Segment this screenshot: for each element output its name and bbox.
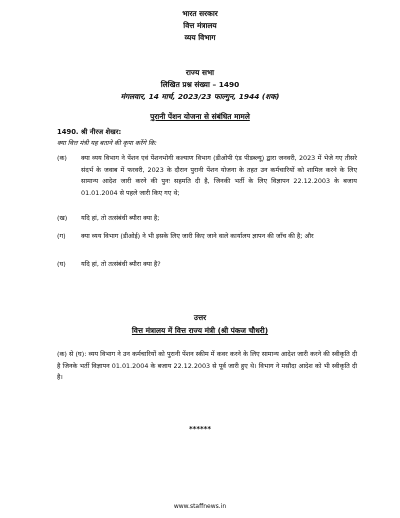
department-title: व्यय विभाग	[184, 33, 216, 42]
question-text: क्या व्यय विभाग (डीओई) ने भी इसके लिए जारी किए जाने वाले कार्यालय ज्ञापन की जाँच की है; और	[81, 232, 314, 240]
house-name: राज्य सभा	[185, 68, 215, 77]
answer-heading: उत्तर	[193, 313, 207, 322]
question-intro: क्या वित्त मंत्री यह बताने की कृपा करेंगे कि:	[57, 139, 157, 147]
question-asker: 1490. श्री नीरज शेखर:	[57, 128, 122, 136]
question-number: लिखित प्रश्न संख्या – 1490	[160, 80, 240, 89]
footer-url: www.staffnews.in	[173, 503, 227, 510]
govt-title: भारत सरकार	[182, 9, 218, 18]
question-date: मंगलवार, 14 मार्च, 2023/23 फाल्गुन, 1944 (शक)	[120, 92, 280, 101]
question-text: यदि हां, तो तत्संबंधी ब्यौरा क्या है;	[81, 214, 160, 222]
answer-text: (क) से (घ): व्यय विभाग ने उन कर्मचारियों को पुरानी पेंशन स्कीम में कवर करने के लिए सामान्य आदेश जारी करने की स्वीकृति दी है जिनके भर्ती विज्ञापन 01.01.2004 के बजाय 22.12.2003 से पूर्व जारी हुए थे। विभाग ने मसौदा आदेश को भी स्वीकृति दी है।	[57, 350, 357, 382]
question-label: (घ)	[57, 260, 66, 268]
question-label: (ख)	[57, 214, 68, 222]
question-text: क्या व्यय विभाग ने पेंशन एवं पेंशनभोगी कल्याण विभाग (डीओपी एंड पीडब्ल्यू) द्वारा जनवरी, 2023 में भेजे गए तीसरे संदर्भ के जवाब में फरवरी, 2023 के दौरान पुरानी पेंशन योजना के तहत उन कर्मचारियों को शामिल करने के लिए सामान्य आदेश जारी करने की पुनः सहमति दी है, जिनकी भर्ती के लिए विज्ञापन 22.12.2003 के बजाय 01.01.2004 से पहले जारी किए गए थे;	[81, 154, 357, 197]
end-mark: ******	[189, 425, 211, 433]
answer-minister: वित्त मंत्रालय में वित्त राज्य मंत्री (श्री पंकज चौधरी)	[131, 326, 269, 335]
question-label: (ग)	[57, 232, 66, 240]
question-item	[57, 213, 357, 225]
ministry-title: वित्त मंत्रालय	[183, 21, 217, 30]
question-item	[57, 259, 357, 271]
question-label: (क)	[57, 154, 67, 162]
question-text: यदि हां, तो तत्संबंधी ब्यौरा क्या है?	[81, 260, 161, 268]
question-item	[57, 231, 357, 255]
question-subject: पुरानी पेंशन योजना से संबंधित मामले	[150, 112, 250, 121]
question-item	[57, 153, 357, 213]
